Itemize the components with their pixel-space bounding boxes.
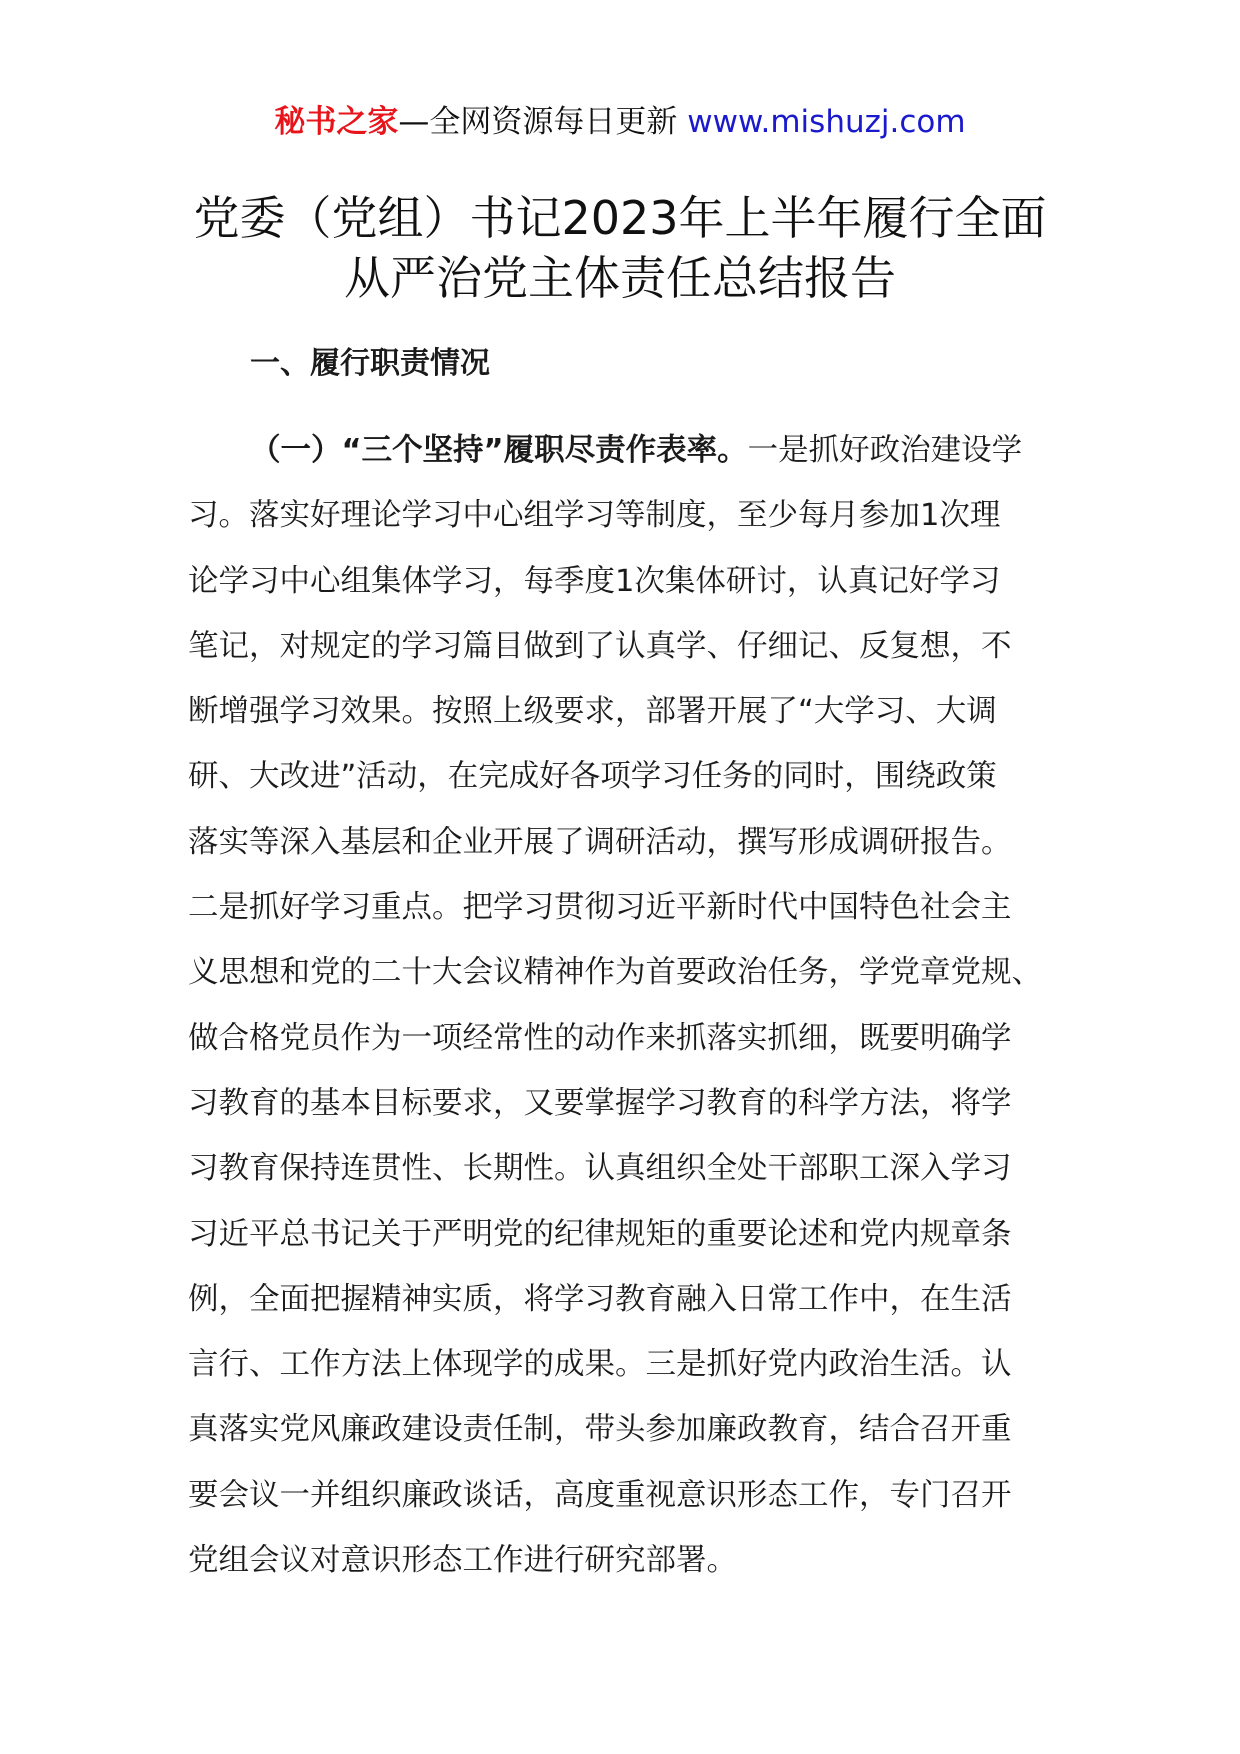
banner-site-link[interactable]: www.mishuzj.com	[687, 104, 966, 140]
paragraph-line: 笔记，对规定的学习篇目做到了认真学、仔细记、反复想，不	[188, 628, 1012, 664]
paragraph-line: 言行、工作方法上体现学的成果。三是抓好党内政治生活。认	[188, 1347, 1012, 1383]
paragraph-line: 二是抓好学习重点。把学习贯彻习近平新时代中国特色社会主	[188, 890, 1012, 926]
paragraph-line: 要会议一并组织廉政谈话，高度重视意识形态工作，专门召开	[188, 1477, 1012, 1513]
site-banner	[0, 100, 1240, 144]
section-heading: 一、履行职责情况	[250, 346, 490, 381]
paragraph-lead: （一）“三个坚持”履职尽责作表率。	[250, 433, 748, 468]
paragraph-line: 论学习中心组集体学习，每季度1次集体研讨，认真记好学习	[188, 563, 1001, 599]
paragraph-line: 例，全面把握精神实质，将学习教育融入日常工作中，在生活	[188, 1281, 1012, 1317]
paragraph-line-text: 一是抓好政治建设学	[747, 433, 1023, 468]
title-line-1: 党委（党组）书记2023年上半年履行全面	[193, 191, 1047, 245]
paragraph-line: 习。落实好理论学习中心组学习等制度，至少每月参加1次理	[188, 498, 1001, 534]
paragraph-line: 习近平总书记关于严明党的纪律规矩的重要论述和党内规章条	[188, 1216, 1012, 1252]
body-paragraph	[188, 418, 1068, 1593]
paragraph-line: 断增强学习效果。按照上级要求，部署开展了“大学习、大调	[188, 694, 997, 730]
paragraph-line: 做合格党员作为一项经常性的动作来抓落实抓细，既要明确学	[188, 1020, 1012, 1056]
banner-brand: 秘书之家	[274, 104, 399, 140]
paragraph-line: 真落实党风廉政建设责任制，带头参加廉政教育，结合召开重	[188, 1412, 1012, 1448]
paragraph-line: 研、大改进”活动，在完成好各项学习任务的同时，围绕政策	[188, 759, 997, 795]
paragraph-line: 习教育的基本目标要求，又要掌握学习教育的科学方法，将学	[188, 1085, 1012, 1121]
paragraph-line: 习教育保持连贯性、长期性。认真组织全处干部职工深入学习	[188, 1151, 1012, 1187]
paragraph-line: 落实等深入基层和企业开展了调研活动，撰写形成调研报告。	[188, 824, 1012, 860]
document-title	[150, 188, 1090, 308]
title-line-2: 从严治党主体责任总结报告	[344, 251, 896, 305]
paragraph-line: 义思想和党的二十大会议精神作为首要政治任务，学党章党规、	[188, 955, 1042, 991]
paragraph-line	[188, 418, 1068, 483]
banner-tagline: —全网资源每日更新	[398, 104, 678, 140]
paragraph-line: 党组会议对意识形态工作进行研究部署。	[188, 1543, 737, 1579]
